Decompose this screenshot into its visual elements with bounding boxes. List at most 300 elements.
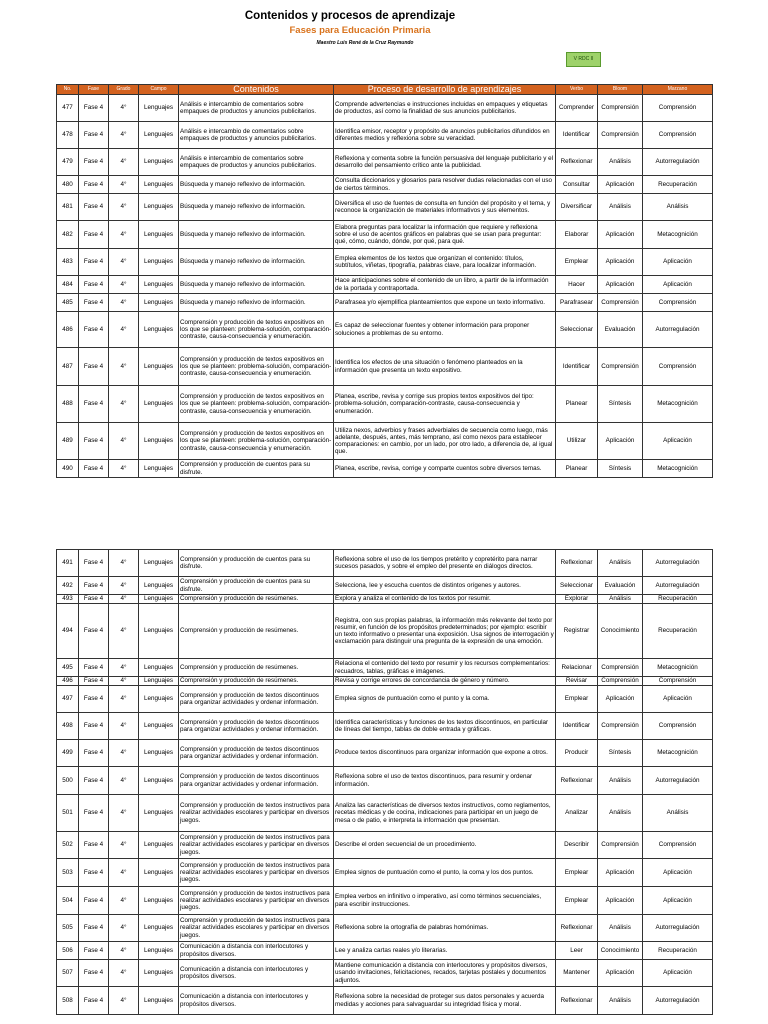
cell-proceso: Planea, escribe, revisa y corrige sus propios textos expositivos del tipo: problema-solución, comparación-contraste, causa-consecuencia y enumeración. [334,386,556,423]
cell-proceso: Hace anticipaciones sobre el contenido de un libro, a partir de la información de la portada y contraportada. [334,276,556,294]
cell-marzano: Metacognición [643,659,713,677]
cell-no: 505 [57,915,79,942]
cell-contenido: Búsqueda y manejo reflexivo de información. [179,294,334,312]
cell-contenido: Comprensión y producción de textos expositivos en los que se planteen: problema-solución, comparación-contraste, causa-consecuencia y enumeración. [179,348,334,386]
cell-bloom: Aplicación [598,887,643,915]
cell-campo: Lenguajes [139,194,179,221]
cell-grado: 4° [109,221,139,249]
cell-contenido: Comprensión y producción de textos expositivos en los que se planteen: problema-solución, comparación-contraste, causa-consecuencia y enumeración. [179,312,334,348]
cell-proceso: Explora y analiza el contenido de los textos por resumir. [334,595,556,604]
cell-campo: Lenguajes [139,249,179,276]
cell-fase: Fase 4 [79,677,109,686]
cell-campo: Lenguajes [139,686,179,713]
cell-fase: Fase 4 [79,595,109,604]
cell-no: 486 [57,312,79,348]
cell-marzano: Comprensión [643,348,713,386]
col-header-fase: Fase [79,85,109,95]
cell-bloom: Análisis [598,550,643,577]
cell-campo: Lenguajes [139,276,179,294]
cell-grado: 4° [109,887,139,915]
cell-campo: Lenguajes [139,176,179,194]
col-header-marzano: Marzano [643,85,713,95]
cell-grado: 4° [109,249,139,276]
cell-no: 495 [57,659,79,677]
table-row [57,348,713,386]
cell-contenido: Comprensión y producción de textos instructivos para realizar actividades escolares y participar en diversos juegos. [179,915,334,942]
cell-campo: Lenguajes [139,595,179,604]
cell-bloom: Síntesis [598,740,643,767]
cell-verbo: Comprender [556,95,598,122]
cell-marzano: Aplicación [643,423,713,460]
cell-verbo: Planear [556,386,598,423]
cell-campo: Lenguajes [139,942,179,960]
cell-contenido: Comprensión y producción de cuentos para su disfrute. [179,577,334,595]
cell-contenido: Comunicación a distancia con interlocutores y propósitos diversos. [179,960,334,987]
cell-grado: 4° [109,294,139,312]
cell-verbo: Mantener [556,960,598,987]
cell-no: 504 [57,887,79,915]
cell-grado: 4° [109,677,139,686]
cell-bloom: Comprensión [598,95,643,122]
cell-contenido: Análisis e intercambio de comentarios sobre empaques de productos y anuncios publicitarios. [179,122,334,149]
cell-fase: Fase 4 [79,659,109,677]
cell-no: 489 [57,423,79,460]
cell-marzano: Metacognición [643,740,713,767]
cell-proceso: Identifica emisor, receptor y propósito de anuncios publicitarios difundidos en diferentes medios y reflexiona sobre su veracidad. [334,122,556,149]
cell-fase: Fase 4 [79,859,109,887]
cell-fase: Fase 4 [79,194,109,221]
cell-proceso: Reflexiona sobre la necesidad de proteger sus datos personales y acuerda medidas y acciones para salvaguardar su integridad física y moral. [334,987,556,1015]
cell-bloom: Aplicación [598,176,643,194]
cell-marzano: Comprensión [643,713,713,740]
cell-grado: 4° [109,386,139,423]
cell-campo: Lenguajes [139,659,179,677]
cell-verbo: Revisar [556,677,598,686]
cell-campo: Lenguajes [139,122,179,149]
cell-verbo: Describir [556,832,598,859]
cell-proceso: Produce textos discontinuos para organizar información que expone a otros. [334,740,556,767]
cell-fase: Fase 4 [79,740,109,767]
table-row [57,859,713,887]
cell-grado: 4° [109,987,139,1015]
cell-no: 485 [57,294,79,312]
cell-contenido: Comunicación a distancia con interlocutores y propósitos diversos. [179,987,334,1015]
col-header-campo: Campo [139,85,179,95]
cell-fase: Fase 4 [79,604,109,659]
cell-fase: Fase 4 [79,122,109,149]
cell-grado: 4° [109,604,139,659]
cell-contenido: Comprensión y producción de textos instructivos para realizar actividades escolares y participar en diversos juegos. [179,795,334,832]
cell-bloom: Aplicación [598,960,643,987]
cell-proceso: Consulta diccionarios y glosarios para resolver dudas relacionadas con el uso de ciertos términos. [334,176,556,194]
cell-fase: Fase 4 [79,550,109,577]
content-table-part-2 [56,549,713,1015]
cell-marzano: Recuperación [643,176,713,194]
cell-verbo: Identificar [556,348,598,386]
cell-grado: 4° [109,659,139,677]
cell-bloom: Análisis [598,149,643,176]
col-header-bloom: Bloom [598,85,643,95]
cell-no: 483 [57,249,79,276]
cell-proceso: Emplea elementos de los textos que organizan el contenido: títulos, subtítulos, viñetas, tipografía, palabras clave, para localizar información. [334,249,556,276]
cell-no: 496 [57,677,79,686]
col-header-grado: Grado [109,85,139,95]
cell-contenido: Comprensión y producción de cuentos para su disfrute. [179,550,334,577]
table-row [57,795,713,832]
cell-campo: Lenguajes [139,577,179,595]
cell-campo: Lenguajes [139,348,179,386]
cell-grado: 4° [109,95,139,122]
cell-marzano: Metacognición [643,460,713,478]
cell-proceso: Comprende advertencias e instrucciones incluidas en empaques y etiquetas de productos, así como la finalidad de sus anuncios publicitarios. [334,95,556,122]
cell-grado: 4° [109,194,139,221]
cell-no: 482 [57,221,79,249]
cell-verbo: Relacionar [556,659,598,677]
cell-marzano: Comprensión [643,677,713,686]
table-row [57,423,713,460]
cell-verbo: Emplear [556,249,598,276]
table-row [57,987,713,1015]
cell-proceso: Es capaz de seleccionar fuentes y obtener información para proponer soluciones a problemas de su entorno. [334,312,556,348]
cell-grado: 4° [109,276,139,294]
cell-grado: 4° [109,795,139,832]
table-row [57,767,713,795]
cell-campo: Lenguajes [139,767,179,795]
cell-verbo: Seleccionar [556,312,598,348]
table-row [57,550,713,577]
cell-proceso: Reflexiona y comenta sobre la función persuasiva del lenguaje publicitario y el desarrollo del pensamiento crítico ante la publicidad. [334,149,556,176]
cell-verbo: Identificar [556,713,598,740]
cell-fase: Fase 4 [79,942,109,960]
cell-marzano: Comprensión [643,832,713,859]
table-row [57,915,713,942]
cell-grado: 4° [109,832,139,859]
cell-contenido: Comprensión y producción de resúmenes. [179,659,334,677]
cell-no: 508 [57,987,79,1015]
cell-bloom: Análisis [598,767,643,795]
cell-proceso: Reflexiona sobre la ortografía de palabras homónimas. [334,915,556,942]
cell-bloom: Comprensión [598,713,643,740]
cell-contenido: Búsqueda y manejo reflexivo de información. [179,194,334,221]
cell-no: 488 [57,386,79,423]
cell-contenido: Búsqueda y manejo reflexivo de información. [179,221,334,249]
cell-marzano: Comprensión [643,294,713,312]
table-row [57,95,713,122]
cell-no: 501 [57,795,79,832]
cell-contenido: Comprensión y producción de textos instructivos para realizar actividades escolares y participar en diversos juegos. [179,832,334,859]
table-row [57,386,713,423]
cell-campo: Lenguajes [139,386,179,423]
cell-campo: Lenguajes [139,604,179,659]
cell-marzano: Análisis [643,194,713,221]
cell-marzano: Comprensión [643,122,713,149]
cell-verbo: Leer [556,942,598,960]
cell-marzano: Autorregulación [643,915,713,942]
cell-marzano: Autorregulación [643,577,713,595]
cell-contenido: Búsqueda y manejo reflexivo de información. [179,176,334,194]
cell-campo: Lenguajes [139,987,179,1015]
cell-campo: Lenguajes [139,960,179,987]
cell-proceso: Relaciona el contenido del texto por resumir y los recursos complementarios: recuadros, tablas, gráficas e imágenes. [334,659,556,677]
cell-no: 479 [57,149,79,176]
cell-grado: 4° [109,942,139,960]
table-row [57,887,713,915]
cell-grado: 4° [109,149,139,176]
table-row [57,686,713,713]
cell-grado: 4° [109,577,139,595]
cell-marzano: Metacognición [643,221,713,249]
cell-proceso: Selecciona, lee y escucha cuentos de distintos orígenes y autores. [334,577,556,595]
cell-campo: Lenguajes [139,95,179,122]
cell-fase: Fase 4 [79,460,109,478]
cell-no: 481 [57,194,79,221]
cell-no: 491 [57,550,79,577]
cell-campo: Lenguajes [139,312,179,348]
cell-proceso: Analiza las características de diversos textos instructivos, como reglamentos, recetas médicas y de cocina, indicaciones para participar en un juego de mesa o de patio, e interpreta la información que presentan. [334,795,556,832]
cell-verbo: Planear [556,460,598,478]
cell-marzano: Aplicación [643,859,713,887]
cell-proceso: Registra, con sus propias palabras, la información más relevante del texto por resumir, en función de los propósitos predeterminados; por ejemplo: escribir un texto informativo o presentar una exposición. Usa signos de interrogación y exclamación para distinguir una pregunta de la expresión de una emoción. [334,604,556,659]
cell-no: 503 [57,859,79,887]
table-row [57,713,713,740]
cell-marzano: Aplicación [643,960,713,987]
cell-fase: Fase 4 [79,887,109,915]
cell-campo: Lenguajes [139,423,179,460]
cell-contenido: Comprensión y producción de textos discontinuos para organizar actividades y ordenar información. [179,713,334,740]
table-row [57,740,713,767]
cell-fase: Fase 4 [79,312,109,348]
table-row [57,122,713,149]
cell-no: 507 [57,960,79,987]
cell-bloom: Análisis [598,795,643,832]
cell-proceso: Identifica los efectos de una situación o fenómeno planteados en la información que presenta un texto expositivo. [334,348,556,386]
cell-fase: Fase 4 [79,276,109,294]
table-row [57,249,713,276]
cell-fase: Fase 4 [79,832,109,859]
cell-fase: Fase 4 [79,795,109,832]
cell-campo: Lenguajes [139,294,179,312]
cell-marzano: Autorregulación [643,312,713,348]
cell-bloom: Evaluación [598,312,643,348]
cell-campo: Lenguajes [139,677,179,686]
table-row [57,194,713,221]
table-row [57,595,713,604]
cell-no: 492 [57,577,79,595]
cell-campo: Lenguajes [139,713,179,740]
cell-verbo: Seleccionar [556,577,598,595]
cell-proceso: Emplea verbos en infinitivo o imperativo, así como términos secuenciales, para escribir instrucciones. [334,887,556,915]
cell-campo: Lenguajes [139,832,179,859]
cell-no: 487 [57,348,79,386]
cell-bloom: Análisis [598,194,643,221]
cell-campo: Lenguajes [139,887,179,915]
cell-verbo: Emplear [556,686,598,713]
cell-bloom: Conocimiento [598,604,643,659]
cell-bloom: Aplicación [598,276,643,294]
cell-verbo: Parafrasear [556,294,598,312]
page-subtitle: Fases para Educación Primaria [289,25,431,36]
col-header-no: No. [57,85,79,95]
cell-no: 484 [57,276,79,294]
author-line: Maestro Luis René de la Cruz Raymundo [316,40,414,46]
cell-contenido: Comprensión y producción de textos discontinuos para organizar actividades y ordenar información. [179,686,334,713]
cell-no: 494 [57,604,79,659]
cell-proceso: Lee y analiza cartas reales y/o literarias. [334,942,556,960]
cell-marzano: Metacognición [643,386,713,423]
cell-no: 478 [57,122,79,149]
cell-verbo: Identificar [556,122,598,149]
cell-no: 490 [57,460,79,478]
cell-verbo: Reflexionar [556,550,598,577]
cell-marzano: Autorregulación [643,987,713,1015]
table-row [57,312,713,348]
cell-grado: 4° [109,348,139,386]
cell-grado: 4° [109,122,139,149]
cell-fase: Fase 4 [79,294,109,312]
cell-bloom: Aplicación [598,221,643,249]
cell-bloom: Comprensión [598,659,643,677]
cell-bloom: Comprensión [598,677,643,686]
cell-fase: Fase 4 [79,95,109,122]
table-body-part-2 [57,550,713,1015]
cell-contenido: Búsqueda y manejo reflexivo de información. [179,249,334,276]
cell-verbo: Utilizar [556,423,598,460]
cell-proceso: Elabora preguntas para localizar la información que requiere y reflexiona sobre el uso de acentos gráficos en palabras que se usan para preguntar: qué, cómo, cuándo, dónde, por qué, para qué. [334,221,556,249]
cell-no: 498 [57,713,79,740]
cell-proceso: Describe el orden secuencial de un procedimiento. [334,832,556,859]
cell-marzano: Comprensión [643,95,713,122]
table-row [57,659,713,677]
cell-fase: Fase 4 [79,713,109,740]
cell-fase: Fase 4 [79,249,109,276]
cell-contenido: Comprensión y producción de textos instructivos para realizar actividades escolares y participar en diversos juegos. [179,887,334,915]
cell-bloom: Análisis [598,915,643,942]
cell-marzano: Autorregulación [643,767,713,795]
page-title: Contenidos y procesos de aprendizaje [244,10,456,22]
table-row [57,294,713,312]
cell-grado: 4° [109,312,139,348]
cell-contenido: Comunicación a distancia con interlocutores y propósitos diversos. [179,942,334,960]
cell-grado: 4° [109,915,139,942]
cell-no: 493 [57,595,79,604]
content-table-part-1 [56,84,713,478]
cell-verbo: Reflexionar [556,767,598,795]
cell-contenido: Comprensión y producción de resúmenes. [179,604,334,659]
cell-fase: Fase 4 [79,386,109,423]
cell-verbo: Consultar [556,176,598,194]
cell-campo: Lenguajes [139,740,179,767]
cell-contenido: Comprensión y producción de resúmenes. [179,677,334,686]
cell-fase: Fase 4 [79,577,109,595]
cell-verbo: Reflexionar [556,987,598,1015]
cell-contenido: Comprensión y producción de textos discontinuos para organizar actividades y ordenar información. [179,740,334,767]
cell-proceso: Utiliza nexos, adverbios y frases adverbiales de secuencia como luego, más adelante, después, antes, más temprano, así como nexos para establecer comparaciones: en cambio, por un lado, por otro lado, a diferencia de, al igual que. [334,423,556,460]
cell-proceso: Identifica características y funciones de los textos discontinuos, en particular de líneas del tiempo, tablas de doble entrada y gráficas. [334,713,556,740]
cell-verbo: Emplear [556,859,598,887]
cell-contenido: Comprensión y producción de textos discontinuos para organizar actividades y ordenar información. [179,767,334,795]
cell-contenido: Comprensión y producción de textos instructivos para realizar actividades escolares y participar en diversos juegos. [179,859,334,887]
cell-contenido: Comprensión y producción de resúmenes. [179,595,334,604]
cell-no: 497 [57,686,79,713]
cell-bloom: Conocimiento [598,942,643,960]
cell-campo: Lenguajes [139,795,179,832]
cell-contenido: Análisis e intercambio de comentarios sobre empaques de productos y anuncios publicitarios. [179,149,334,176]
table-row [57,604,713,659]
cell-bloom: Aplicación [598,249,643,276]
cell-marzano: Análisis [643,795,713,832]
cell-marzano: Recuperación [643,604,713,659]
cell-marzano: Recuperación [643,942,713,960]
table-body-part-1 [57,95,713,478]
cell-fase: Fase 4 [79,348,109,386]
cell-bloom: Comprensión [598,122,643,149]
cell-proceso: Planea, escribe, revisa, corrige y comparte cuentos sobre diversos temas. [334,460,556,478]
cell-grado: 4° [109,176,139,194]
cell-proceso: Reflexiona sobre el uso de textos discontinuos, para resumir y ordenar información. [334,767,556,795]
cell-campo: Lenguajes [139,460,179,478]
cell-campo: Lenguajes [139,149,179,176]
cell-bloom: Análisis [598,987,643,1015]
cell-grado: 4° [109,460,139,478]
cell-verbo: Registrar [556,604,598,659]
col-header-proceso: Proceso de desarrollo de aprendizajes [334,85,556,95]
cell-proceso: Parafrasea y/o ejemplifica planteamientos que expone un texto informativo. [334,294,556,312]
cell-marzano: Aplicación [643,249,713,276]
cell-proceso: Diversifica el uso de fuentes de consulta en función del propósito y el tema, y reconoce la organización de materiales informativos y sus elementos. [334,194,556,221]
table-row [57,832,713,859]
cell-grado: 4° [109,859,139,887]
cell-bloom: Aplicación [598,686,643,713]
cell-no: 480 [57,176,79,194]
table-row [57,276,713,294]
cell-no: 477 [57,95,79,122]
cell-fase: Fase 4 [79,987,109,1015]
cell-no: 506 [57,942,79,960]
cell-grado: 4° [109,767,139,795]
cell-marzano: Aplicación [643,686,713,713]
cell-verbo: Emplear [556,887,598,915]
cell-proceso: Emplea signos de puntuación como el punto, la coma y los dos puntos. [334,859,556,887]
cell-bloom: Análisis [598,595,643,604]
cell-campo: Lenguajes [139,859,179,887]
cell-verbo: Diversificar [556,194,598,221]
cell-proceso: Revisa y corrige errores de concordancia de género y número. [334,677,556,686]
cell-contenido: Búsqueda y manejo reflexivo de información. [179,276,334,294]
cell-fase: Fase 4 [79,767,109,795]
cell-bloom: Evaluación [598,577,643,595]
table-row [57,221,713,249]
cell-verbo: Reflexionar [556,149,598,176]
cell-campo: Lenguajes [139,550,179,577]
cell-bloom: Comprensión [598,294,643,312]
table-header-row [57,85,713,95]
cell-verbo: Elaborar [556,221,598,249]
cell-proceso: Mantiene comunicación a distancia con interlocutores y propósitos diversos, usando invitaciones, felicitaciones, recados, tarjetas postales y documentos adjuntos. [334,960,556,987]
table-row [57,460,713,478]
table-row [57,577,713,595]
cell-verbo: Analizar [556,795,598,832]
cell-bloom: Aplicación [598,423,643,460]
cell-marzano: Recuperación [643,595,713,604]
cell-fase: Fase 4 [79,960,109,987]
cell-bloom: Comprensión [598,832,643,859]
cell-fase: Fase 4 [79,149,109,176]
logo-badge: V RDC II [566,52,601,67]
cell-grado: 4° [109,550,139,577]
cell-grado: 4° [109,423,139,460]
cell-marzano: Aplicación [643,276,713,294]
cell-no: 499 [57,740,79,767]
